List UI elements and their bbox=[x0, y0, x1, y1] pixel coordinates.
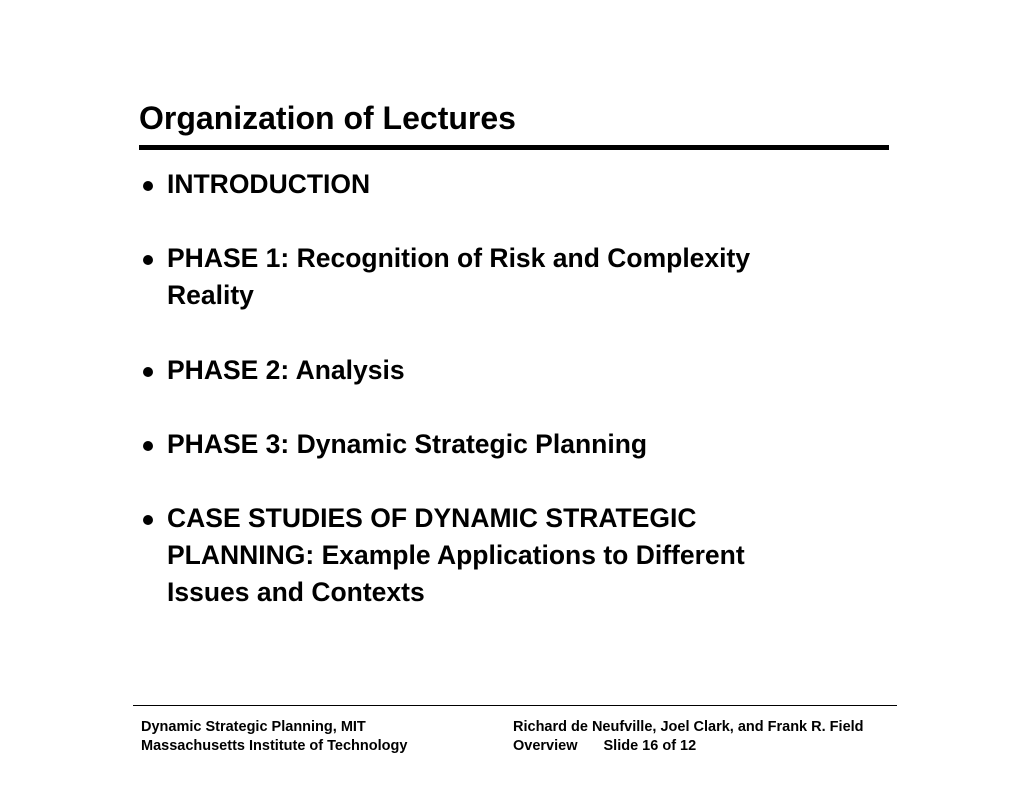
list-item-text bbox=[167, 500, 873, 611]
list-item-text bbox=[167, 166, 873, 203]
list-item-phase-2 bbox=[143, 352, 873, 389]
bullet-dot-icon bbox=[143, 255, 153, 265]
footer-authors: Richard de Neufville, Joel Clark, and Frank R. Field bbox=[513, 719, 864, 735]
footer-left bbox=[141, 718, 407, 756]
list-item-line: PHASE 3: Dynamic Strategic Planning bbox=[167, 429, 648, 459]
list-item-introduction bbox=[143, 166, 873, 203]
list-item-text bbox=[167, 240, 873, 314]
footer-right bbox=[513, 718, 864, 756]
title-underline bbox=[139, 145, 889, 150]
bullet-dot-icon bbox=[143, 515, 153, 525]
footer-divider bbox=[133, 705, 897, 706]
slide-title: Organization of Lectures bbox=[139, 100, 516, 136]
bullet-dot-icon bbox=[143, 367, 153, 377]
list-item-line: INTRODUCTION bbox=[167, 169, 371, 199]
list-item-phase-1 bbox=[143, 240, 873, 314]
bullet-dot-icon bbox=[143, 181, 153, 191]
list-item-line: Reality bbox=[167, 280, 254, 310]
list-item-case-studies bbox=[143, 500, 873, 611]
footer-slide-number: Slide 16 of 12 bbox=[603, 738, 697, 754]
list-item-line: PHASE 2: Analysis bbox=[167, 355, 405, 385]
footer-section: Overview bbox=[513, 738, 578, 754]
list-item-text bbox=[167, 352, 873, 389]
list-item-text bbox=[167, 426, 873, 463]
list-item-line: PHASE 1: Recognition of Risk and Complexity bbox=[167, 243, 751, 273]
footer-course-name: Dynamic Strategic Planning, MIT bbox=[141, 719, 366, 735]
list-item-line: CASE STUDIES OF DYNAMIC STRATEGIC bbox=[167, 503, 697, 533]
list-item-phase-3 bbox=[143, 426, 873, 463]
footer-slide-info bbox=[513, 737, 864, 756]
list-item-line: Issues and Contexts bbox=[167, 577, 425, 607]
footer-institution: Massachusetts Institute of Technology bbox=[141, 738, 408, 754]
list-item-line: PLANNING: Example Applications to Different bbox=[167, 540, 745, 570]
bullet-dot-icon bbox=[143, 441, 153, 451]
